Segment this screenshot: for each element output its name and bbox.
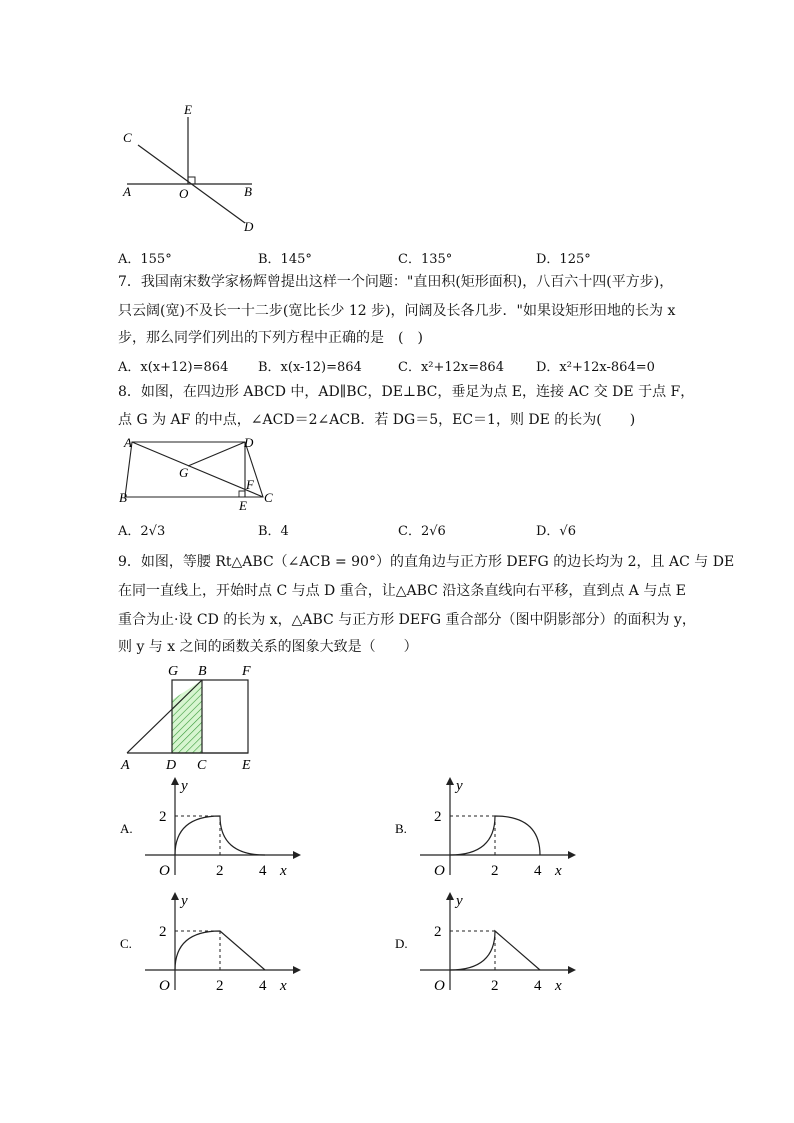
q7-option-a[interactable]: A．x(x+12)=864 <box>118 360 229 375</box>
q9-fig-label-d: D <box>166 758 177 773</box>
q9-graph-d-tick-x2: 2 <box>491 978 499 994</box>
q9-graph-c-tick-x2: 2 <box>216 978 224 994</box>
q6-option-a[interactable]: A．155° <box>118 252 172 267</box>
q9-graph-d-tick-x4: 4 <box>534 978 542 994</box>
q6-label-a: A <box>123 184 131 199</box>
q9-graph-c-option-label: C. <box>120 936 132 951</box>
q8-text-line2: 点 G 为 AF 的中点，∠ACD＝2∠ACB．若 DG＝5，EC＝1，则 DE 的长为( ) <box>118 412 636 428</box>
q8-option-b[interactable]: B．4 <box>258 524 289 539</box>
q6-label-o: O <box>179 186 189 201</box>
q7-text-line2: 只云阔(宽)不及长一十二步(宽比长少 12 步)，问阔及长各几步．"如果设矩形田地的长为 x <box>118 303 676 319</box>
q9-graph-a-tick-y2: 2 <box>159 809 167 825</box>
q9-fig-label-f: F <box>242 664 251 679</box>
q9-fig-label-c: C <box>197 758 207 773</box>
q9-graph-a-y-label: y <box>181 778 188 794</box>
q8-label-c: C <box>264 490 273 505</box>
q8-label-e: E <box>239 498 247 513</box>
q6-figure <box>0 0 794 250</box>
q9-graph-a-x-label: x <box>280 863 287 879</box>
q9-graph-b-tick-x2: 2 <box>491 863 499 879</box>
q9-text-line1: 9．如图，等腰 Rt△ABC（∠ACB = 90°）的直角边与正方形 DEFG 的边长均为 2，且 AC 与 DE <box>118 554 735 570</box>
q9-text-line4: 则 y 与 x 之间的函数关系的图象大致是（ ） <box>118 639 418 655</box>
q9-graph-b[interactable] <box>393 775 583 885</box>
q9-fig-label-a: A <box>121 758 130 773</box>
q9-graph-d-option-label: D. <box>395 936 408 951</box>
q7-text-line1: 7．我国南宋数学家杨辉曾提出这样一个问题："直田积(矩形面积)，八百六十四(平方步)， <box>118 274 674 290</box>
q6-label-b: B <box>244 184 252 199</box>
q8-label-b: B <box>119 490 127 505</box>
q9-graph-d-origin: O <box>434 978 445 994</box>
q9-graph-c-tick-y2: 2 <box>159 924 167 940</box>
q9-graph-a[interactable] <box>115 775 305 885</box>
q8-label-a: A <box>124 435 132 450</box>
q9-graph-c-x-label: x <box>280 978 287 994</box>
q9-graph-b-option-label: B. <box>395 821 407 836</box>
q7-option-d[interactable]: D．x²+12x-864=0 <box>536 360 655 375</box>
q9-fig-label-b: B <box>198 664 207 679</box>
q8-label-d: D <box>244 435 254 450</box>
q9-graph-b-origin: O <box>434 863 445 879</box>
q9-graph-d-y-label: y <box>456 893 463 909</box>
q9-graph-b-y-label: y <box>456 778 463 794</box>
q8-option-d[interactable]: D．√6 <box>536 524 576 539</box>
q9-fig-label-g: G <box>168 664 179 679</box>
q9-text-line2: 在同一直线上，开始时点 C 与点 D 重合，让△ABC 沿这条直线向右平移，直到点 A 与点 E <box>118 583 687 599</box>
q9-graph-c-y-label: y <box>181 893 188 909</box>
q9-graph-b-tick-y2: 2 <box>434 809 442 825</box>
q9-graph-b-tick-x4: 4 <box>534 863 542 879</box>
q8-figure <box>0 430 794 515</box>
q9-graph-d-tick-y2: 2 <box>434 924 442 940</box>
q6-label-e: E <box>184 102 192 117</box>
q7-text-line3: 步，那么同学们列出的下列方程中正确的是 ( ) <box>118 330 423 346</box>
q9-graph-a-tick-x4: 4 <box>259 863 267 879</box>
q9-graph-b-x-label: x <box>555 863 562 879</box>
q9-graph-a-option-label: A. <box>120 821 133 836</box>
q9-graph-a-tick-x2: 2 <box>216 863 224 879</box>
q7-option-b[interactable]: B．x(x-12)=864 <box>258 360 362 375</box>
q8-label-g: G <box>179 465 189 480</box>
q9-graph-a-origin: O <box>159 863 170 879</box>
q9-graph-c-tick-x4: 4 <box>259 978 267 994</box>
q6-label-d: D <box>244 219 254 234</box>
q6-option-b[interactable]: B．145° <box>258 252 312 267</box>
q6-option-d[interactable]: D．125° <box>536 252 591 267</box>
q6-option-c[interactable]: C．135° <box>398 252 453 267</box>
q8-label-f: F <box>246 477 254 492</box>
q9-graph-c-origin: O <box>159 978 170 994</box>
q9-graph-c[interactable] <box>115 890 305 1000</box>
q9-figure <box>0 655 794 775</box>
q7-option-c[interactable]: C．x²+12x=864 <box>398 360 504 375</box>
q8-option-a[interactable]: A．2√3 <box>118 524 166 539</box>
q8-option-c[interactable]: C．2√6 <box>398 524 446 539</box>
q9-graph-d[interactable] <box>393 890 583 1000</box>
q9-text-line3: 重合为止·设 CD 的长为 x，△ABC 与正方形 DEFG 重合部分（图中阴影部分）的面积为 y， <box>118 612 696 628</box>
q6-label-c: C <box>123 130 132 145</box>
q9-graph-d-x-label: x <box>555 978 562 994</box>
q8-text-line1: 8．如图，在四边形 ABCD 中，AD∥BC，DE⊥BC，垂足为点 E，连接 AC 交 DE 于点 F， <box>118 384 695 400</box>
q9-fig-label-e: E <box>242 758 251 773</box>
